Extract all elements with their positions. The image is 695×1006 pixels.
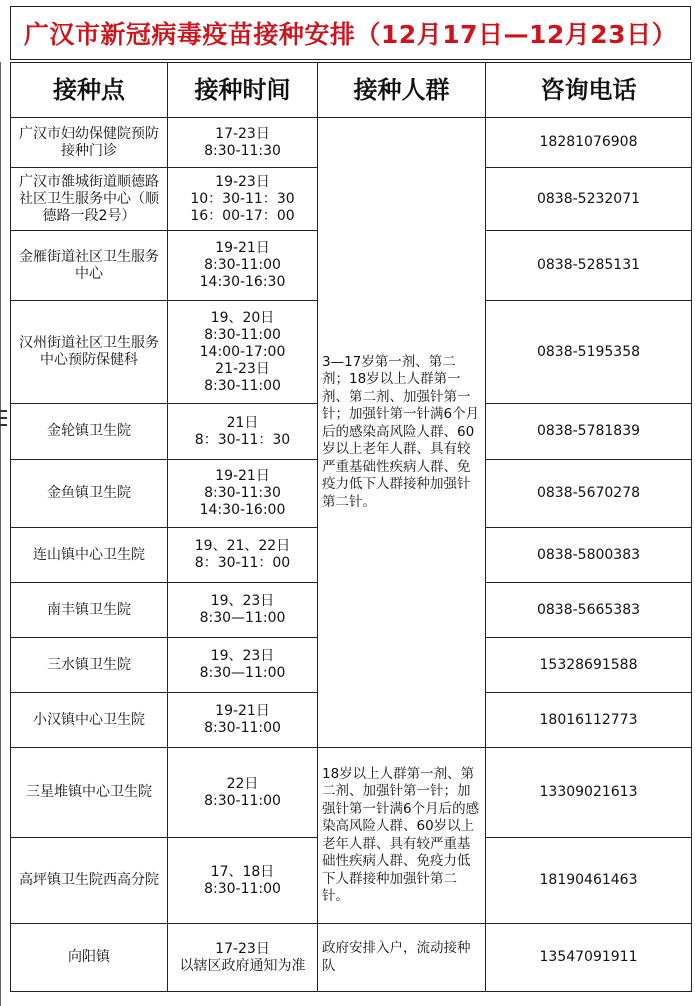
- vaccination-table: [10, 62, 692, 992]
- phone-cell: 18190461463: [486, 838, 692, 924]
- time-cell: 17-23日 8:30-11:30: [168, 118, 318, 168]
- table-row: [11, 748, 692, 838]
- crowd-cell-home: 政府安排入户，流动接种队: [318, 924, 486, 992]
- phone-cell: 0838-5232071: [486, 168, 692, 231]
- time-cell: 19、21、22日 8：30-11：00: [168, 528, 318, 583]
- time-cell: 17-23日 以辖区政府通知为准: [168, 924, 318, 992]
- time-cell: 19-21日 8:30-11:00 14:30-16:30: [168, 231, 318, 301]
- time-cell: 19-21日 8:30-11:30 14:30-16:00: [168, 460, 318, 528]
- site-cell: 金鱼镇卫生院: [11, 460, 168, 528]
- header-time: 接种时间: [168, 63, 318, 118]
- phone-cell: 0838-5800383: [486, 528, 692, 583]
- site-cell: 广汉市雒城街道顺德路社区卫生服务中心（顺德路一段2号）: [11, 168, 168, 231]
- site-cell: 广汉市妇幼保健院预防接种门诊: [11, 118, 168, 168]
- site-cell: 汉州街道社区卫生服务中心预防保健科: [11, 301, 168, 404]
- phone-cell: 0838-5665383: [486, 583, 692, 638]
- site-cell: 小汉镇中心卫生院: [11, 693, 168, 748]
- table-row: [11, 924, 692, 992]
- time-cell: 19-23日 10：30-11：30 16：00-17：00: [168, 168, 318, 231]
- phone-cell: 13309021613: [486, 748, 692, 838]
- table-row: [11, 118, 692, 168]
- phone-cell: 0838-5195358: [486, 301, 692, 404]
- time-cell: 19-21日 8:30-11:00: [168, 693, 318, 748]
- crowd-cell-adult: 18岁以上人群第一剂、第二剂、加强针第一针；加强针第一针满6个月后的感染高风险人群、60岁以上老年人群、具有较严重基础性疾病人群、免疫力低下人群接种加强针第二针。: [318, 748, 486, 924]
- site-cell: 三星堆镇中心卫生院: [11, 748, 168, 838]
- header-crowd: 接种人群: [318, 63, 486, 118]
- time-cell: 21日 8：30-11：30: [168, 404, 318, 460]
- side-marks: [0, 405, 8, 445]
- left-border-line: [0, 62, 1, 1006]
- site-cell: 高坪镇卫生院西高分院: [11, 838, 168, 924]
- header-row: [11, 63, 692, 118]
- header-site: 接种点: [11, 63, 168, 118]
- page-title: 广汉市新冠病毒疫苗接种安排（12月17日—12月23日）: [10, 6, 691, 60]
- phone-cell: 0838-5781839: [486, 404, 692, 460]
- phone-cell: 0838-5285131: [486, 231, 692, 301]
- site-cell: 三水镇卫生院: [11, 638, 168, 693]
- time-cell: 19、20日 8:30-11:00 14:00-17:00 21-23日 8:30-11:00: [168, 301, 318, 404]
- phone-cell: 0838-5670278: [486, 460, 692, 528]
- site-cell: 连山镇中心卫生院: [11, 528, 168, 583]
- phone-cell: 18016112773: [486, 693, 692, 748]
- phone-cell: 13547091911: [486, 924, 692, 992]
- site-cell: 南丰镇卫生院: [11, 583, 168, 638]
- header-phone: 咨询电话: [486, 63, 692, 118]
- time-cell: 19、23日 8:30—11:00: [168, 583, 318, 638]
- crowd-cell-general: 3—17岁第一剂、第二剂；18岁以上人群第一剂、第二剂、加强针第一针；加强针第一针满6个月后的感染高风险人群、60岁以上老年人群、具有较严重基础性疾病人群、免疫力低下人群接种加强针第二针。: [318, 118, 486, 748]
- time-cell: 19、23日 8:30—11:00: [168, 638, 318, 693]
- time-cell: 22日 8:30-11:00: [168, 748, 318, 838]
- site-cell: 向阳镇: [11, 924, 168, 992]
- site-cell: 金轮镇卫生院: [11, 404, 168, 460]
- phone-cell: 18281076908: [486, 118, 692, 168]
- site-cell: 金雁街道社区卫生服务中心: [11, 231, 168, 301]
- time-cell: 17、18日 8:30-11:00: [168, 838, 318, 924]
- phone-cell: 15328691588: [486, 638, 692, 693]
